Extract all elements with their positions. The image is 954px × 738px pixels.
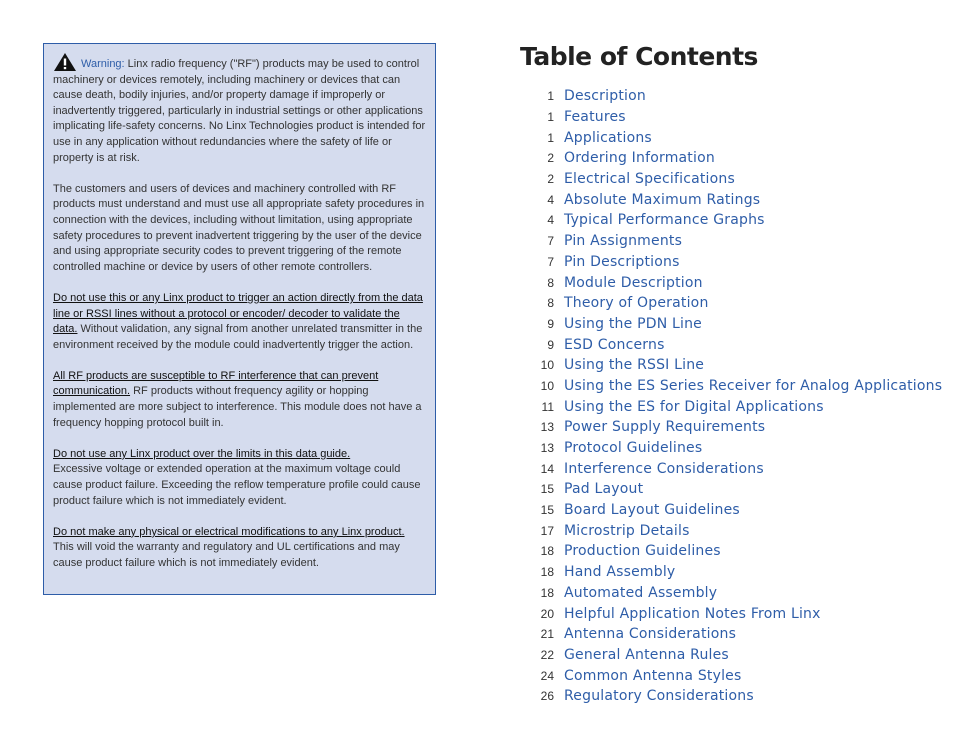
toc-row bbox=[520, 376, 942, 397]
toc-entry-link[interactable]: Protocol Guidelines bbox=[564, 440, 703, 457]
toc-row bbox=[520, 500, 942, 521]
toc-page-number: 9 bbox=[547, 316, 554, 331]
toc-page-number: 26 bbox=[540, 689, 554, 704]
toc-row bbox=[520, 169, 942, 190]
toc-page-number: 4 bbox=[547, 192, 554, 207]
toc-row bbox=[520, 665, 942, 686]
toc-page-number: 21 bbox=[540, 627, 554, 642]
toc-entry-link[interactable]: Pad Layout bbox=[564, 481, 644, 498]
warning-text-5: Excessive voltage or extended operation at the maximum voltage could cause product failure. Exceeding the reflow temperature profile could cause product failure which is not immediately evident. bbox=[53, 463, 421, 507]
toc-entry-link[interactable]: Common Antenna Styles bbox=[564, 667, 742, 684]
toc-row bbox=[520, 396, 942, 417]
toc-row bbox=[520, 231, 942, 252]
toc-page-number: 1 bbox=[547, 89, 554, 104]
toc-page-number: 2 bbox=[547, 172, 554, 187]
toc-page-number: 7 bbox=[547, 254, 554, 269]
toc-page-number: 20 bbox=[540, 606, 554, 621]
toc-page-number: 10 bbox=[540, 358, 554, 373]
warning-text-1: Linx radio frequency ("RF") products may be used to control machinery or devices remotely, including machinery or devices that can cause death, bodily injuries, and/or property damage if improperly or inadvertently triggered, particularly in industrial settings or other applications implicating life-safety concerns. No Linx Technologies product is intended for use in any application without redundancies where the safety of life or property is at risk. bbox=[53, 58, 426, 164]
toc-row bbox=[520, 355, 942, 376]
toc-page-number: 2 bbox=[547, 151, 554, 166]
warning-paragraph-2: The customers and users of devices and machinery controlled with RF products must understand and must use all appropriate safety procedures in connection with the devices, including without limitation, using appropriate safety procedures to prevent inadvertent triggering by the user of the device and using appropriate security codes to prevent triggering of the remote controlled machine or device by users of other remote controllers. bbox=[53, 182, 425, 273]
toc-entry-link[interactable]: Microstrip Details bbox=[564, 522, 690, 539]
toc-entry-link[interactable]: Using the ES for Digital Applications bbox=[564, 398, 824, 415]
toc-page-number: 9 bbox=[547, 337, 554, 352]
toc-page-number: 13 bbox=[540, 420, 554, 435]
toc-entry-link[interactable]: Features bbox=[564, 109, 626, 126]
toc-page-number: 18 bbox=[540, 565, 554, 580]
toc-page-number: 15 bbox=[540, 503, 554, 518]
toc-page-number: 8 bbox=[547, 275, 554, 290]
warning-paragraph-6 bbox=[53, 525, 426, 572]
toc-page-number: 10 bbox=[540, 378, 554, 393]
toc-entry-link[interactable]: Typical Performance Graphs bbox=[564, 212, 765, 229]
toc-row bbox=[520, 252, 942, 273]
toc-row bbox=[520, 583, 942, 604]
warning-text-3: Without validation, any signal from another unrelated transmitter in the environment received by the module could inadvertently trigger the action. bbox=[53, 323, 423, 351]
toc-row bbox=[520, 645, 942, 666]
toc-row bbox=[520, 438, 942, 459]
toc-entry-link[interactable]: Absolute Maximum Ratings bbox=[564, 191, 761, 208]
toc-entry-link[interactable]: Applications bbox=[564, 129, 652, 146]
toc-page-number: 13 bbox=[540, 441, 554, 456]
warning-box bbox=[43, 43, 436, 595]
toc-row bbox=[520, 624, 942, 645]
toc-page-number: 22 bbox=[540, 647, 554, 662]
toc-entry-link[interactable]: Ordering Information bbox=[564, 150, 715, 167]
toc-entry-link[interactable]: Board Layout Guidelines bbox=[564, 502, 740, 519]
warning-emphasis-5: Do not use any Linx product over the limits in this data guide. bbox=[53, 447, 351, 460]
warning-paragraph-4 bbox=[53, 369, 426, 431]
toc-row bbox=[520, 86, 942, 107]
warning-emphasis-4: All RF products are susceptible to RF interference that can prevent communication. bbox=[53, 369, 379, 398]
warning-paragraph-3 bbox=[53, 291, 426, 353]
toc-list bbox=[520, 86, 942, 707]
toc-page-number: 24 bbox=[540, 668, 554, 683]
warning-text-6: This will void the warranty and regulatory and UL certifications and may cause product failure which is not immediately evident. bbox=[53, 541, 400, 569]
toc-row bbox=[520, 479, 942, 500]
toc-page-number: 7 bbox=[547, 234, 554, 249]
toc-row bbox=[520, 293, 942, 314]
toc-page-number: 15 bbox=[540, 482, 554, 497]
toc-row bbox=[520, 562, 942, 583]
warning-triangle-icon bbox=[53, 52, 77, 72]
toc-entry-link[interactable]: Hand Assembly bbox=[564, 564, 676, 581]
toc-entry-link[interactable]: Regulatory Considerations bbox=[564, 688, 754, 705]
toc-page-number: 11 bbox=[541, 399, 554, 414]
toc-row bbox=[520, 686, 942, 707]
toc-row bbox=[520, 127, 942, 148]
toc-entry-link[interactable]: General Antenna Rules bbox=[564, 646, 729, 663]
toc-entry-link[interactable]: Antenna Considerations bbox=[564, 626, 737, 643]
toc-row bbox=[520, 334, 942, 355]
toc-page-number: 1 bbox=[547, 130, 554, 145]
warning-emphasis-6: Do not make any physical or electrical modifications to any Linx product. bbox=[53, 525, 405, 538]
toc-page-number: 1 bbox=[547, 110, 554, 125]
toc-row bbox=[520, 272, 942, 293]
toc-entry-link[interactable]: Theory of Operation bbox=[564, 295, 709, 312]
toc-page-number: 18 bbox=[540, 544, 554, 559]
toc-entry-link[interactable]: Interference Considerations bbox=[564, 460, 764, 477]
toc-entry-link[interactable]: Electrical Specifications bbox=[564, 171, 735, 188]
warning-text-4: RF products without frequency agility or hopping implemented are more subject to interference. This module does not have a frequency hopping protocol built in. bbox=[53, 385, 422, 429]
toc-entry-link[interactable]: ESD Concerns bbox=[564, 336, 665, 353]
warning-paragraph-5 bbox=[53, 447, 426, 509]
warning-emphasis-3: Do not use this or any Linx product to trigger an action directly from the data line or RSSI lines without a protocol or encoder/ decoder to validate the data. bbox=[53, 291, 423, 336]
toc-entry-link[interactable]: Automated Assembly bbox=[564, 584, 718, 601]
toc-row bbox=[520, 520, 942, 541]
toc-page-number: 14 bbox=[540, 461, 554, 476]
toc-row bbox=[520, 148, 942, 169]
toc-entry-link[interactable]: Module Description bbox=[564, 274, 703, 291]
toc-row bbox=[520, 314, 942, 335]
toc-entry-link[interactable]: Production Guidelines bbox=[564, 543, 721, 560]
warning-paragraph-1 bbox=[53, 52, 426, 166]
toc-entry-link[interactable]: Pin Assignments bbox=[564, 233, 683, 250]
toc-row bbox=[520, 417, 942, 438]
toc-entry-link[interactable]: Description bbox=[564, 88, 646, 105]
toc-row bbox=[520, 189, 942, 210]
toc-entry-link[interactable]: Using the PDN Line bbox=[564, 315, 702, 332]
toc-entry-link[interactable]: Using the RSSI Line bbox=[564, 357, 705, 374]
toc-row bbox=[520, 541, 942, 562]
toc-page-number: 17 bbox=[540, 523, 554, 538]
toc-row bbox=[520, 603, 942, 624]
toc-title: Table of Contents bbox=[520, 42, 758, 71]
toc-entry-link[interactable]: Helpful Application Notes From Linx bbox=[564, 605, 821, 622]
toc-row bbox=[520, 210, 942, 231]
toc-page-number: 4 bbox=[547, 213, 554, 228]
toc-row bbox=[520, 458, 942, 479]
toc-page-number: 8 bbox=[547, 296, 554, 311]
toc-entry-link[interactable]: Using the ES Series Receiver for Analog Applications bbox=[564, 377, 943, 394]
toc-page-number: 18 bbox=[540, 585, 554, 600]
toc-entry-link[interactable]: Power Supply Requirements bbox=[564, 419, 766, 436]
toc-entry-link[interactable]: Pin Descriptions bbox=[564, 253, 680, 270]
warning-label: Warning: bbox=[81, 58, 125, 70]
toc-row bbox=[520, 107, 942, 128]
